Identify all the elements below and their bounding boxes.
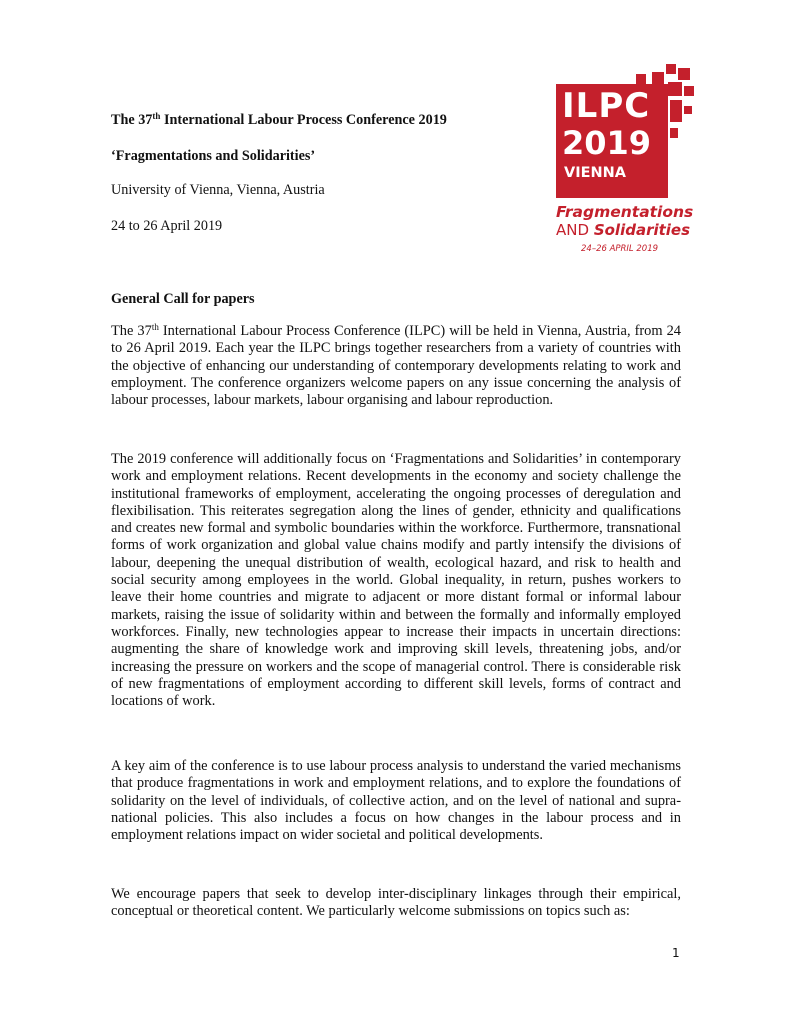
conference-venue: University of Vienna, Vienna, Austria — [111, 182, 325, 198]
paragraph-focus: The 2019 conference will additionally focus on ‘Fragmentations and Solidarities’ in contemporary work and employment relations. Recent developments in the economy and society challenge the institutional frameworks of employment, accelerating the ongoing processes of deregulation and flexibilisation. This reiterates segregation along the lines of gender, ethnicity and qualifications and creates new formal and symbolic boundaries within the workforce. Furthermore, transnational forms of work organization and global value chains modify and partly intensify the divisions of labour, deepening the unequal distribution of wealth, ecological hazard, and risk to health and social security among employees in the world. Global inequality, in return, pushes workers to leave their home countries and migrate to adjacent or more distant formal or informal labour markets, raising the issue of solidarity within and between the formally and informally employed workforces. Finally, new technologies appear to increase their impacts in uncertain directions: augmenting the share of knowledge work and improving skill levels, threatening jobs, and/or increasing the pressure on workers and the scope of managerial control. There is considerable risk of new fragmentations of employment according to different skill levels, forms of contract and locations of work. — [111, 451, 681, 710]
paragraph-encourage: We encourage papers that seek to develop inter-disciplinary linkages through their empirical, conceptual or theoretical content. We particularly welcome submissions on topics such as: — [111, 886, 681, 920]
paragraph-intro: The 37th International Labour Process Conference (ILPC) will be held in Vienna, Austria, from 24 to 26 April 2019. Each year the ILPC brings together researchers from a variety of countries with the objective of enhancing our understanding of contemporary developments relating to work and employment. The conference organizers welcome papers on any issue concerning the analysis of labour processes, labour markets, labour organising and labour reproduction. — [111, 322, 681, 409]
ilpc-logo — [556, 64, 696, 259]
conference-theme: ‘Fragmentations and Solidarities’ — [111, 148, 316, 164]
logo-city-text: VIENNA — [564, 165, 627, 181]
logo-year-text: 2019 — [562, 124, 652, 162]
logo-and-solidarities: AND Solidarities — [556, 221, 691, 239]
section-heading: General Call for papers — [111, 291, 255, 307]
logo-fragmentations-text: Fragmentations — [556, 203, 694, 221]
page-number: 1 — [672, 946, 680, 960]
paragraph-aim: A key aim of the conference is to use labour process analysis to understand the varied mechanisms that produce fragmentations in work and employment relations, and to explore the foundations of solidarity on the level of individuals, of collective action, and on the level of national and supra-national policies. This also includes a focus on how changes in the labour process and in employment relations impact on wider societal and political developments. — [111, 758, 681, 844]
conference-title: The 37th International Labour Process Conference 2019 — [111, 111, 447, 128]
logo-ilpc-text: ILPC — [562, 86, 651, 126]
conference-dates: 24 to 26 April 2019 — [111, 218, 223, 234]
logo-date-text: 24–26 APRIL 2019 — [581, 244, 659, 254]
